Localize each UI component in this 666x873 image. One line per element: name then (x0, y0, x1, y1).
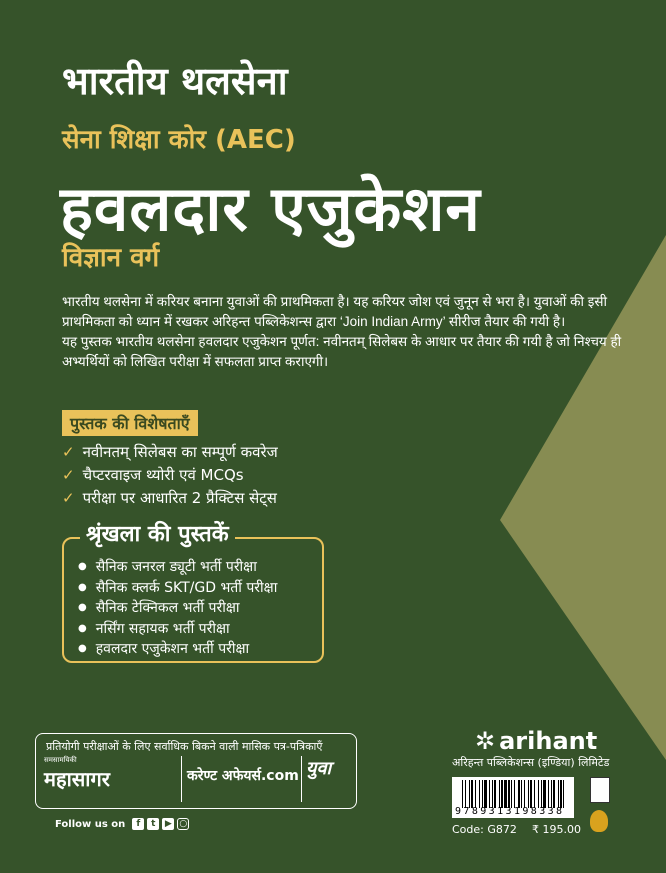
intro-paragraph-2: यह पुस्तक भारतीय थलसेना हवलदार एजुकेशन पूर्णत: नवीनतम् सिलेबस के आधार पर तैयार की गयी है जो निश्चय ही अभ्यर्थियों को लिखित परीक्षा में सफलता प्राप्त कराएगी। (62, 334, 622, 369)
features-list (62, 441, 278, 510)
series-item: ● सैनिक क्लर्क SKT/GD भर्ती परीक्षा (78, 578, 322, 599)
magazine-mahasagar: समसामयिकी महासागर (44, 756, 110, 791)
barcode (452, 777, 574, 818)
barcode-bar (543, 780, 546, 808)
barcode-bar (563, 780, 564, 808)
barcode-bar (551, 780, 552, 808)
barcode-bar (511, 780, 512, 808)
barcode-bar (475, 780, 476, 808)
barcode-bar (560, 780, 562, 808)
price: ₹ 195.00 (532, 823, 581, 836)
barcode-bar (518, 780, 520, 808)
feature-item: ✓ परीक्षा पर आधारित 2 प्रैक्टिस सेट्स (62, 489, 277, 507)
check-icon: ✓ (62, 466, 75, 484)
book-title: हवलदार एजुकेशन (60, 172, 481, 245)
youtube-icon[interactable]: ▶ (162, 818, 174, 830)
barcode-bar (548, 780, 549, 808)
follow-us: Follow us on f t ▶ ○ (55, 818, 189, 830)
arihant-logo: ✲ arihant (475, 727, 598, 755)
barcode-bar (530, 780, 532, 808)
barcode-bar (528, 780, 529, 808)
barcode-bar (541, 780, 542, 808)
intro-paragraph-1: भारतीय थलसेना में करियर बनाना युवाओं की प्राथमिकता है। यह करियर जोश एवं जुनून से भरा है। युवाओं की इसी प्राथमिकता को ध्यान में रखकर अरिहन्त पब्लिकेशन्स द्वारा ‘Join Indian Army’ सीरीज तैयार की गयी है। (62, 294, 607, 329)
check-icon: ✓ (62, 443, 75, 461)
series-item: ● सैनिक जनरल ड्यूटी भर्ती परीक्षा (78, 557, 322, 578)
barcode-bar (514, 780, 515, 808)
barcode-bar (538, 780, 539, 808)
intro-text (62, 292, 622, 372)
barcode-bar (479, 780, 480, 808)
magazine-current-affairs: करेण्ट अफेयर्स.com (181, 756, 302, 802)
barcode-bar (521, 780, 522, 808)
barcode-bars (462, 780, 564, 808)
series-item: ● नर्सिंग सहायक भर्ती परीक्षा (78, 619, 322, 640)
magazine-yuva: युवा (301, 756, 358, 802)
flower-icon: ✲ (475, 727, 496, 755)
barcode-bar (499, 780, 500, 808)
book-code: Code: G872 (452, 823, 517, 836)
publisher-seal-icon (590, 777, 610, 803)
publisher-name: अरिहन्त पब्लिकेशन्स (इण्डिया) लिमिटेड (452, 756, 610, 769)
feature-item: ✓ नवीनतम् सिलेबस का सम्पूर्ण कवरेज (62, 443, 278, 461)
barcode-bar (534, 780, 535, 808)
series-heading: श्रृंखला की पुस्तकें (80, 518, 235, 548)
barcode-bar (558, 780, 559, 808)
isbn: 9789313198338 (455, 806, 565, 817)
barcode-bar (508, 780, 510, 808)
features-heading: पुस्तक की विशेषताएँ (62, 410, 198, 436)
barcode-bar (494, 780, 496, 808)
barcode-bar (553, 780, 555, 808)
barcode-bar (465, 780, 466, 808)
barcode-bar (462, 780, 463, 808)
check-icon: ✓ (62, 489, 75, 507)
kalash-icon (590, 810, 608, 832)
series-item: ● सैनिक टेक्निकल भर्ती परीक्षा (78, 598, 322, 619)
book-subtitle: विज्ञान वर्ग (62, 243, 160, 273)
barcode-bar (489, 780, 490, 808)
barcode-bar (524, 780, 525, 808)
title-line-1: भारतीय थलसेना (62, 59, 288, 103)
series-item: ● हवलदार एजुकेशन भर्ती परीक्षा (78, 639, 322, 660)
barcode-bar (471, 780, 473, 808)
feature-item: ✓ चैप्टरवाइज थ्योरी एवं MCQs (62, 466, 244, 484)
instagram-icon[interactable]: ○ (177, 818, 189, 830)
twitter-icon[interactable]: t (147, 818, 159, 830)
magazines-heading: प्रतियोगी परीक्षाओं के लिए सर्वाधिक बिकने वाली मासिक पत्र-पत्रिकाएँ (46, 740, 323, 753)
series-box (62, 537, 324, 663)
facebook-icon[interactable]: f (132, 818, 144, 830)
barcode-bar (501, 780, 503, 808)
magazines-box (35, 733, 357, 809)
barcode-bar (482, 780, 483, 808)
barcode-bar (492, 780, 493, 808)
title-line-2: सेना शिक्षा कोर (AEC) (62, 125, 296, 155)
barcode-bar (504, 780, 507, 808)
barcode-bar (469, 780, 470, 808)
barcode-bar (484, 780, 487, 808)
